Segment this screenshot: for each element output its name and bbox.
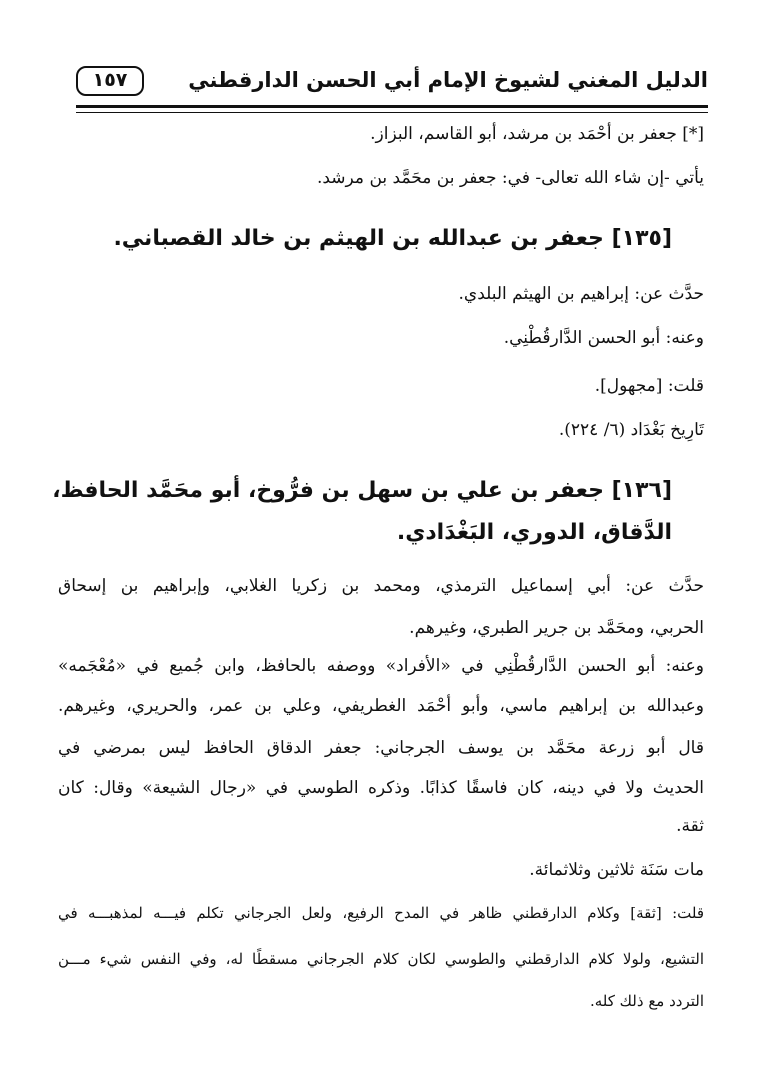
- entry-line: الحديث ولا في دينه، كان فاسقًا كذابًا. وذكره الطوسي في «رجال الشيعة» وقال: كان: [58, 778, 704, 798]
- entry-line: [*] جعفر بن أحْمَد بن مرشد، أبو القاسم، البزاز.: [370, 124, 704, 144]
- entry-heading-136: [١٣٦] جعفر بن علي بن سهل بن فرُّوخ، أبو محَمَّد الحافظ،: [52, 478, 672, 503]
- entry-line: قال أبو زرعة محَمَّد بن يوسف الجرجاني: جعفر الدقاق الحافظ ليس بمرضي في: [58, 738, 704, 758]
- entry-line: وعنه: أبو الحسن الدَّارقُطْنِي.: [503, 328, 704, 348]
- entry-line: قلت: [مجهول].: [594, 376, 704, 396]
- entry-line: حدَّث عن: إبراهيم بن الهيثم البلدي.: [458, 284, 704, 304]
- entry-line: مات سَنَة ثلاثين وثلاثمائة.: [529, 860, 704, 880]
- header-rule: [76, 105, 708, 108]
- author-note: التردد مع ذلك كله.: [589, 992, 704, 1010]
- entry-line: يأتي -إن شاء الله تعالى- في: جعفر بن محَمَّد بن مرشد.: [316, 168, 704, 188]
- author-note: التشيع، ولولا كلام الدارقطني والطوسي لكان كلام الجرجاني مسقطًا له، وفي النفس شيء مـــن: [58, 950, 704, 968]
- entry-heading-136-cont: الدَّقاق، الدوري، البَغْدَادي.: [396, 520, 672, 545]
- entry-line: حدَّث عن: أبي إسماعيل الترمذي، ومحمد بن زكريا الغلابي، وإبراهيم بن إسحاق: [58, 576, 704, 596]
- entry-line: وعبدالله بن إبراهيم ماسي، وأبو أحْمَد الغطريفي، وعلي بن عمر، والحريري، وغيرهم.: [58, 696, 704, 716]
- page-header: [76, 62, 708, 108]
- page-number: ١٥٧: [76, 66, 144, 96]
- entry-line: تَارِيخ بَغْدَاد (٦/ ٢٢٤).: [558, 420, 704, 440]
- author-note: قلت: [ثقة] وكلام الدارقطني ظاهر في المدح الرفيع، ولعل الجرجاني تكلم فيـــه لمذهبـــه في: [58, 904, 704, 922]
- running-title: الدليل المغني لشيوخ الإمام أبي الحسن الدارقطني: [188, 68, 708, 92]
- entry-line: وعنه: أبو الحسن الدَّارقُطْنِي في «الأفراد» ووصفه بالحافظ، وابن جُميع في «مُعْجَمه»: [58, 656, 704, 676]
- entry-line: ثقة.: [676, 816, 704, 836]
- header-rule-thin: [76, 112, 708, 113]
- entry-heading-135: [١٣٥] جعفر بن عبدالله بن الهيثم بن خالد القصباني.: [113, 226, 672, 251]
- entry-line: الحربي، ومحَمَّد بن جرير الطبري، وغيرهم.: [409, 618, 704, 638]
